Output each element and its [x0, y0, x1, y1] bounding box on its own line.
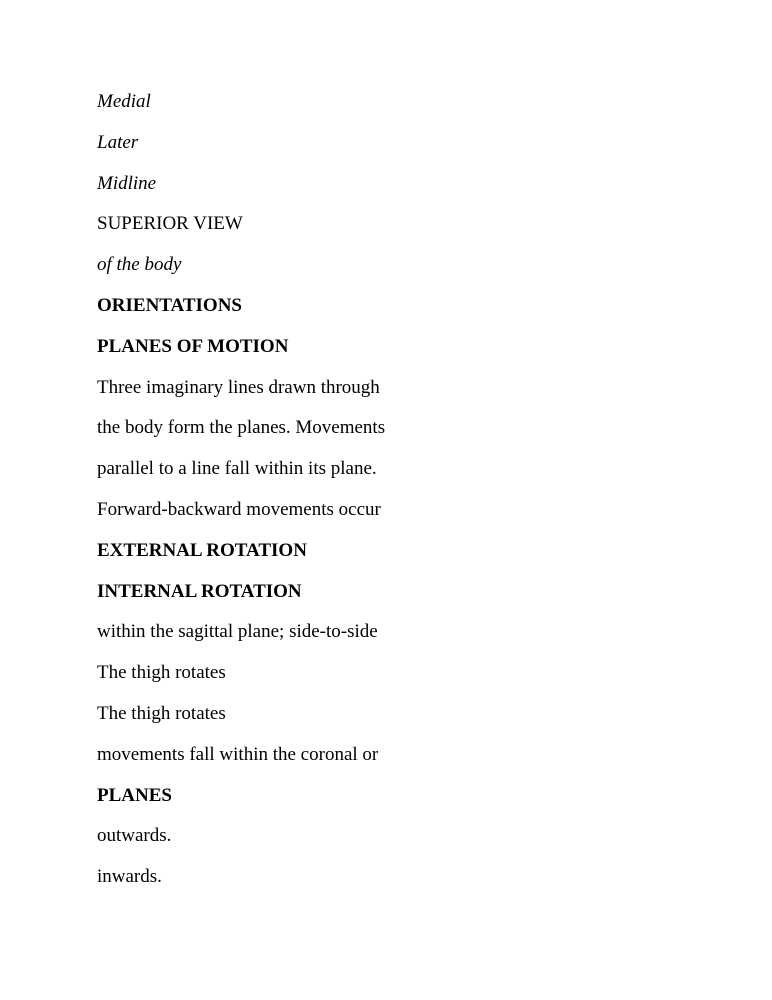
- section-heading: PLANES OF MOTION: [97, 335, 289, 357]
- text-line: parallel to a line fall within its plane.: [97, 458, 377, 480]
- text-line: of the body: [97, 254, 182, 276]
- text-line: The thigh rotates: [97, 662, 226, 684]
- text-line: within the sagittal plane; side-to-side: [97, 621, 378, 643]
- text-lines: [97, 88, 385, 904]
- text-line: Medial: [97, 91, 151, 112]
- text-line: Later: [97, 131, 139, 153]
- text-line: SUPERIOR VIEW: [97, 213, 243, 235]
- text-line: the body form the planes. Movements: [97, 417, 386, 439]
- text-line: Forward-backward movements occur: [97, 498, 381, 520]
- section-heading: ORIENTATIONS: [97, 294, 242, 316]
- text-line: movements fall within the coronal or: [97, 743, 379, 765]
- text-line: outwards.: [97, 825, 172, 847]
- section-heading: INTERNAL ROTATION: [97, 580, 302, 602]
- section-heading: PLANES: [97, 784, 172, 806]
- text-line: Midline: [97, 172, 157, 194]
- section-heading: EXTERNAL ROTATION: [97, 539, 307, 561]
- text-line: inwards.: [97, 866, 162, 888]
- text-line: The thigh rotates: [97, 702, 226, 724]
- text-line: Three imaginary lines drawn through: [97, 376, 380, 398]
